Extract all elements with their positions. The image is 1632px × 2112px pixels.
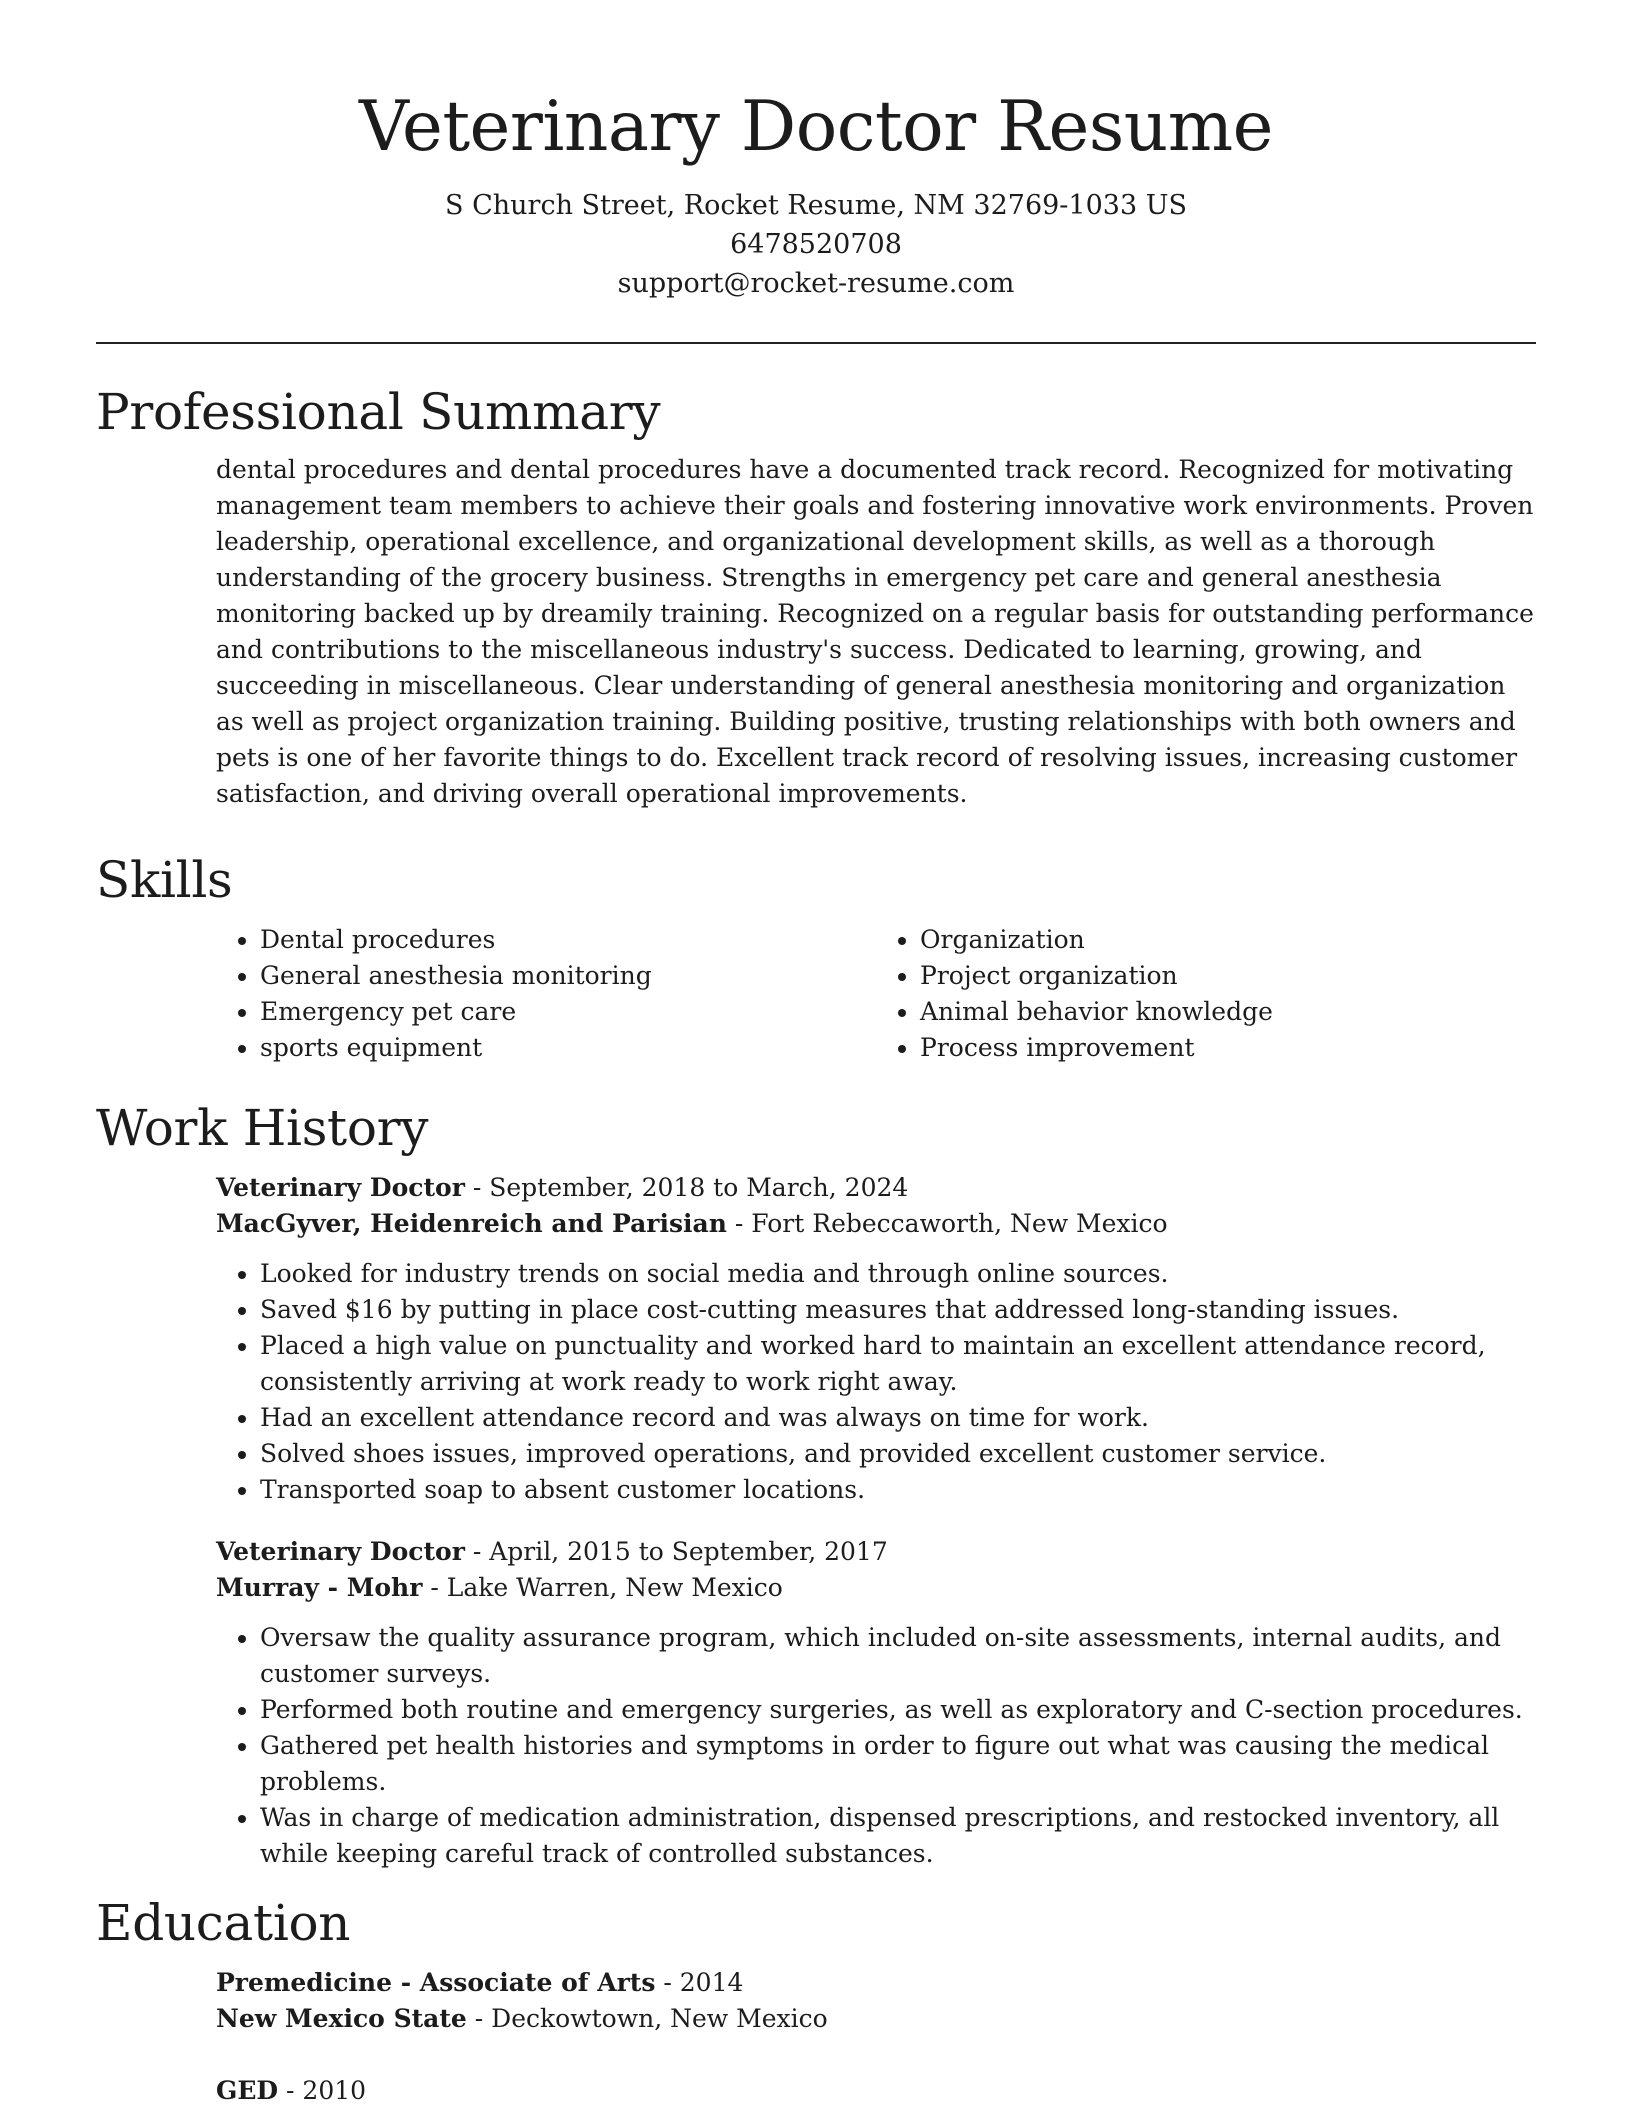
work-history-heading: Work History: [96, 1099, 429, 1157]
skills-section: [96, 850, 1536, 1066]
job-bullet: • Placed a high value on punctuality and worked hard to maintain an excellent attendance record, consistently arriving at work ready to work right away.: [260, 1328, 1536, 1400]
contact-address: S Church Street, Rocket Resume, NM 32769-1033 US: [445, 190, 1187, 221]
skill-item: • Dental procedures: [260, 922, 876, 958]
skill-item: • Project organization: [920, 958, 1536, 994]
education-school-line: [216, 2001, 1536, 2037]
job-dates: - April, 2015 to September, 2017: [464, 1537, 888, 1566]
job-bullet: • Performed both routine and emergency surgeries, as well as exploratory and C-section procedures.: [260, 1692, 1536, 1728]
job-company: Murray - Mohr: [216, 1573, 423, 1602]
header-divider: [96, 342, 1536, 344]
job-location: - Fort Rebeccaworth, New Mexico: [726, 1209, 1168, 1238]
education-location: - Deckowtown, New Mexico: [466, 2004, 828, 2033]
job-location: - Lake Warren, New Mexico: [422, 1573, 783, 1602]
skills-column-left: [216, 922, 876, 1066]
job-bullets: [216, 1256, 1536, 1508]
job-bullet: • Transported soap to absent customer locations.: [260, 1472, 1536, 1508]
job-title-line: [216, 1170, 1536, 1206]
skills-list: [216, 922, 1536, 1066]
summary-heading: Professional Summary: [96, 383, 661, 441]
skill-item: • sports equipment: [260, 1030, 876, 1066]
resume-header: [0, 0, 1632, 303]
job-dates: - September, 2018 to March, 2024: [464, 1173, 909, 1202]
job-entry: [216, 1534, 1536, 1872]
education-degree: Premedicine - Associate of Arts: [216, 1968, 656, 1997]
education-school: New Mexico State: [216, 2004, 467, 2033]
education-degree-line: [216, 1965, 1536, 2001]
contact-email: support@rocket-resume.com: [617, 268, 1015, 299]
contact-phone: 6478520708: [730, 229, 902, 260]
summary-text: dental procedures and dental procedures have a documented track record. Recognized for motivating management team members to achieve their goals and fostering innovative work environments. Proven leadership, operational excellence, and organizational development skills, as well as a thorough understanding of the grocery business. Strengths in emergency pet care and general anesthesia monitoring backed up by dreamily training. Recognized on a regular basis for outstanding performance and contributions to the miscellaneous industry's success. Dedicated to learning, growing, and succeeding in miscellaneous. Clear understanding of general anesthesia monitoring and organization as well as project organization training. Building positive, trusting relationships with both owners and pets is one of her favorite things to do. Excellent track record of resolving issues, increasing customer satisfaction, and driving overall operational improvements.: [216, 455, 1534, 808]
job-bullet: • Oversaw the quality assurance program, which included on-site assessments, internal audits, and customer surveys.: [260, 1620, 1536, 1692]
job-bullets: [216, 1620, 1536, 1872]
skill-item: • Organization: [920, 922, 1536, 958]
job-title: Veterinary Doctor: [216, 1537, 465, 1566]
skill-item: • Process improvement: [920, 1030, 1536, 1066]
contact-block: [0, 186, 1632, 303]
skills-column-right: [876, 922, 1536, 1066]
job-bullet: • Gathered pet health histories and symptoms in order to figure out what was causing the medical problems.: [260, 1728, 1536, 1800]
education-entry: [216, 1965, 1536, 2037]
job-company-line: [216, 1570, 1536, 1606]
summary-body: [216, 452, 1536, 812]
job-company-line: [216, 1206, 1536, 1242]
resume-title: Veterinary Doctor Resume: [358, 87, 1273, 167]
job-entry: [216, 1170, 1536, 1508]
education-year: - 2010: [278, 2076, 367, 2105]
job-bullet: • Was in charge of medication administration, dispensed prescriptions, and restocked inventory, all while keeping careful track of controlled substances.: [260, 1800, 1536, 1872]
job-company: MacGyver, Heidenreich and Parisian: [216, 1209, 727, 1238]
education-heading: Education: [96, 1894, 351, 1952]
job-bullet: • Looked for industry trends on social media and through online sources.: [260, 1256, 1536, 1292]
summary-section: [96, 382, 1536, 812]
job-title: Veterinary Doctor: [216, 1173, 465, 1202]
education-year: - 2014: [655, 1968, 744, 1997]
education-body: [216, 1965, 1536, 2109]
skill-item: • Emergency pet care: [260, 994, 876, 1030]
education-degree: GED: [216, 2076, 279, 2105]
skill-item: • General anesthesia monitoring: [260, 958, 876, 994]
job-bullet: • Solved shoes issues, improved operations, and provided excellent customer service.: [260, 1436, 1536, 1472]
skills-heading: Skills: [96, 851, 233, 909]
work-history-section: [96, 1098, 1536, 1872]
education-section: [96, 1893, 1536, 2109]
work-history-body: [216, 1170, 1536, 1872]
job-title-line: [216, 1534, 1536, 1570]
job-bullet: • Saved $16 by putting in place cost-cutting measures that addressed long-standing issues.: [260, 1292, 1536, 1328]
education-entry: [216, 2073, 1536, 2109]
job-bullet: • Had an excellent attendance record and was always on time for work.: [260, 1400, 1536, 1436]
skill-item: • Animal behavior knowledge: [920, 994, 1536, 1030]
education-degree-line: [216, 2073, 1536, 2109]
